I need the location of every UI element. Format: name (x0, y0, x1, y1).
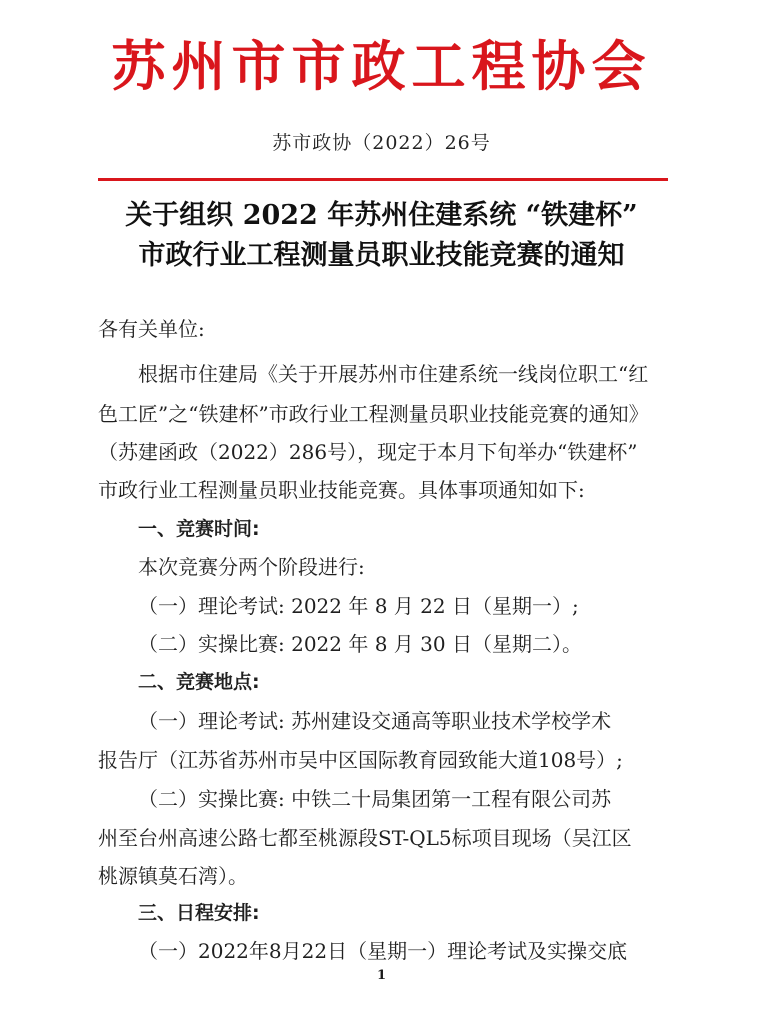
title-line-2: 市政行业工程测量员职业技能竞赛的通知 (138, 240, 625, 271)
section-3-heading: 三、日程安排: (138, 902, 260, 924)
salutation: 各有关单位: (98, 317, 205, 341)
section-1-heading: 一、竞赛时间: (138, 518, 260, 540)
document-number: 苏市政协（2022）26号 (272, 132, 491, 154)
section-1-intro: 本次竞赛分两个阶段进行: (138, 555, 365, 579)
document-title (40, 196, 723, 276)
intro-line-2: 色工匠”之“铁建杯”市政行业工程测量员职业技能竞赛的通知》 (98, 402, 649, 426)
section-2-item-1-line-1: （一）理论考试: 苏州建设交通高等职业技术学校学术 (138, 709, 612, 733)
red-divider-line (98, 178, 668, 181)
section-2-item-1-line-2: 报告厅（江苏省苏州市吴中区国际教育园致能大道108号）; (98, 748, 623, 772)
section-2-heading: 二、竞赛地点: (138, 671, 260, 693)
title-line-1: 关于组织 2022 年苏州住建系统 “铁建杯” (125, 200, 638, 231)
intro-line-3: （苏建函政（2022）286号），现定于本月下旬举办“铁建杯” (98, 440, 638, 464)
page-number: 1 (376, 968, 387, 983)
section-1-item-2: （二）实操比赛: 2022 年 8 月 30 日（星期二）。 (138, 632, 582, 656)
intro-line-4: 市政行业工程测量员职业技能竞赛。具体事项通知如下: (98, 478, 585, 502)
section-2-item-2-line-3: 桃源镇莫石湾）。 (98, 864, 248, 888)
section-2-item-2-line-1: （二）实操比赛: 中铁二十局集团第一工程有限公司苏 (138, 787, 612, 811)
section-2-item-2-line-2: 州至台州高速公路七都至桃源段ST-QL5标项目现场（吴江区 (98, 826, 632, 850)
section-1-item-1: （一）理论考试: 2022 年 8 月 22 日（星期一）; (138, 594, 579, 618)
section-3-item-1: （一）2022年8月22日（星期一）理论考试及实操交底 (138, 939, 628, 963)
organization-header: 苏州市市政工程协会 (111, 34, 652, 98)
intro-line-1: 根据市住建局《关于开展苏州市住建系统一线岗位职工“红 (138, 362, 649, 386)
